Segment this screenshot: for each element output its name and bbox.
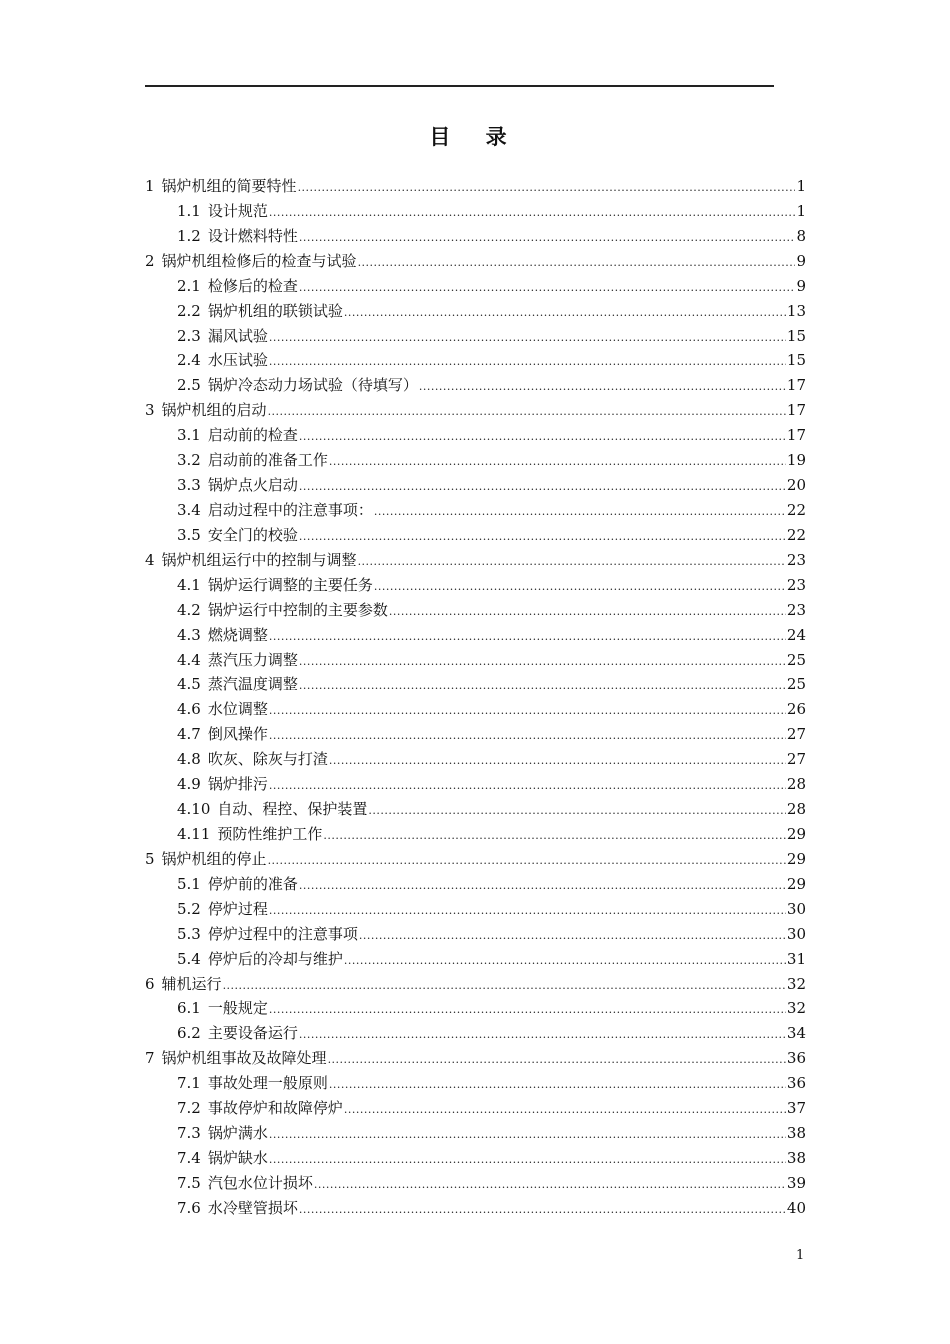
toc-entry-page: 25 xyxy=(786,650,806,669)
toc-entry-number: 6.2 xyxy=(177,1024,201,1043)
toc-entry[interactable] xyxy=(145,648,806,673)
toc-entry[interactable] xyxy=(145,348,806,373)
toc-dot-leader xyxy=(299,475,786,500)
toc-entry[interactable] xyxy=(145,722,806,747)
toc-entry-page: 8 xyxy=(796,226,806,245)
toc-entry-number: 5.3 xyxy=(177,924,201,943)
toc-entry-number: 3.4 xyxy=(177,500,201,519)
toc-entry-page: 15 xyxy=(786,351,806,370)
toc-entry-page: 37 xyxy=(786,1099,806,1118)
toc-entry-page: 17 xyxy=(786,401,806,420)
toc-entry-number: 6.1 xyxy=(177,999,201,1018)
toc-entry-title: 安全门的校验 xyxy=(207,525,298,544)
toc-entry-number: 7.4 xyxy=(177,1148,201,1167)
toc-entry-title: 一般规定 xyxy=(207,999,268,1018)
toc-entry-page: 9 xyxy=(796,276,806,295)
toc-entry-title: 锅炉冷态动力场试验（待填写） xyxy=(207,376,418,395)
toc-entry[interactable] xyxy=(145,249,806,274)
toc-entry[interactable] xyxy=(145,498,806,523)
toc-entry-number: 2.3 xyxy=(177,326,201,345)
toc-entry-page: 17 xyxy=(786,426,806,445)
toc-entry-page: 38 xyxy=(786,1124,806,1143)
toc-dot-leader xyxy=(269,326,786,351)
toc-entry-title: 水位调整 xyxy=(207,700,268,719)
toc-entry-page: 24 xyxy=(786,625,806,644)
toc-dot-leader xyxy=(344,1098,786,1123)
toc-dot-leader xyxy=(269,998,786,1023)
toc-entry-title: 主要设备运行 xyxy=(207,1024,298,1043)
toc-entry[interactable] xyxy=(145,473,806,498)
toc-entry-page: 27 xyxy=(786,725,806,744)
toc-entry[interactable] xyxy=(145,872,806,897)
toc-entry-number: 1.1 xyxy=(177,201,201,220)
toc-entry-page: 19 xyxy=(786,451,806,470)
toc-entry-title: 锅炉满水 xyxy=(207,1124,268,1143)
toc-entry[interactable] xyxy=(145,224,806,249)
toc-entry-title: 锅炉运行调整的主要任务 xyxy=(207,575,373,594)
toc-entry-title: 启动过程中的注意事项： xyxy=(207,500,373,519)
toc-entry-page: 15 xyxy=(786,326,806,345)
toc-entry[interactable] xyxy=(145,947,806,972)
toc-entry-page: 20 xyxy=(786,476,806,495)
toc-entry-number: 3.2 xyxy=(177,451,201,470)
toc-entry-page: 23 xyxy=(786,550,806,569)
toc-entry-page: 36 xyxy=(786,1049,806,1068)
toc-dot-leader xyxy=(344,301,786,326)
toc-dot-leader xyxy=(358,550,786,575)
toc-entry-number: 1.2 xyxy=(177,226,201,245)
toc-entry-page: 29 xyxy=(786,874,806,893)
toc-dot-leader xyxy=(359,924,786,949)
toc-dot-leader xyxy=(299,674,786,699)
toc-dot-leader xyxy=(269,1148,786,1173)
toc-entry-number: 3 xyxy=(145,401,155,420)
toc-entry-title: 停炉过程 xyxy=(207,899,268,918)
toc-entry-page: 26 xyxy=(786,700,806,719)
toc-entry[interactable] xyxy=(145,922,806,947)
toc-entry-title: 停炉前的准备 xyxy=(207,874,298,893)
toc-entry-page: 23 xyxy=(786,575,806,594)
toc-entry-number: 4.2 xyxy=(177,600,201,619)
toc-entry-title: 漏风试验 xyxy=(207,326,268,345)
toc-entry-page: 27 xyxy=(786,750,806,769)
toc-entry-number: 3.3 xyxy=(177,476,201,495)
toc-entry-title: 辅机运行 xyxy=(161,974,222,993)
toc-entry-title: 蒸汽温度调整 xyxy=(207,675,298,694)
toc-entry-page: 1 xyxy=(796,177,806,195)
toc-entry-title: 锅炉机组运行中的控制与调整 xyxy=(161,550,357,569)
toc-entry[interactable] xyxy=(145,822,806,847)
toc-entry-title: 锅炉缺水 xyxy=(207,1148,268,1167)
toc-entry-number: 3.5 xyxy=(177,525,201,544)
toc-entry[interactable] xyxy=(145,747,806,772)
toc-dot-leader xyxy=(269,201,796,226)
toc-dot-leader xyxy=(299,1198,786,1223)
toc-entry-title: 预防性维护工作 xyxy=(217,824,323,843)
toc-entry-number: 4.6 xyxy=(177,700,201,719)
toc-entry-number: 7.3 xyxy=(177,1124,201,1143)
toc-dot-leader xyxy=(299,650,786,675)
toc-entry-page: 38 xyxy=(786,1148,806,1167)
toc-entry-title: 燃烧调整 xyxy=(207,625,268,644)
toc-entry-page: 17 xyxy=(786,376,806,395)
toc-entry[interactable] xyxy=(145,972,806,997)
toc-entry-title: 锅炉排污 xyxy=(207,775,268,794)
toc-dot-leader xyxy=(269,699,786,724)
toc-entry-title: 设计燃料特性 xyxy=(207,226,298,245)
toc-entry-page: 32 xyxy=(786,999,806,1018)
toc-entry-page: 22 xyxy=(786,525,806,544)
toc-entry-number: 4.5 xyxy=(177,675,201,694)
toc-entry-title: 倒风操作 xyxy=(207,725,268,744)
toc-entry[interactable] xyxy=(145,1021,806,1046)
toc-entry-number: 5.1 xyxy=(177,874,201,893)
toc-entry[interactable] xyxy=(145,1096,806,1121)
toc-entry[interactable] xyxy=(145,423,806,448)
toc-entry[interactable] xyxy=(145,299,806,324)
toc-entry-page: 9 xyxy=(796,251,806,270)
toc-dot-leader xyxy=(358,251,796,276)
toc-entry[interactable] xyxy=(145,174,806,199)
toc-entry-page: 40 xyxy=(786,1198,806,1217)
toc-entry[interactable] xyxy=(145,373,806,398)
toc-entry[interactable] xyxy=(145,573,806,598)
toc-entry-number: 6 xyxy=(145,974,155,993)
toc-entry[interactable] xyxy=(145,324,806,349)
toc-entry-title: 蒸汽压力调整 xyxy=(207,650,298,669)
toc-entry-number: 4.7 xyxy=(177,725,201,744)
toc-entry-title: 锅炉机组事故及故障处理 xyxy=(161,1049,327,1068)
toc-entry[interactable] xyxy=(145,772,806,797)
toc-dot-leader xyxy=(299,1023,786,1048)
toc-dot-leader xyxy=(269,899,786,924)
toc-dot-leader xyxy=(269,724,786,749)
toc-entry[interactable] xyxy=(145,623,806,648)
toc-dot-leader xyxy=(269,625,786,650)
toc-entry-title: 事故停炉和故障停炉 xyxy=(207,1099,343,1118)
toc-entry-number: 4.9 xyxy=(177,775,201,794)
toc-entry-title: 启动前的检查 xyxy=(207,426,298,445)
toc-dot-leader xyxy=(368,799,785,824)
toc-entry-page: 13 xyxy=(786,301,806,320)
toc-entry-title: 检修后的检查 xyxy=(207,276,298,295)
toc-entry-page: 23 xyxy=(786,600,806,619)
toc-entry-page: 30 xyxy=(786,899,806,918)
toc-entry[interactable] xyxy=(145,1196,806,1221)
toc-entry-number: 1 xyxy=(145,177,155,195)
toc-entry-title: 锅炉机组的启动 xyxy=(161,401,267,420)
toc-entry-number: 2 xyxy=(145,251,155,270)
toc-entry-number: 4.10 xyxy=(177,800,211,819)
toc-entry-title: 停炉过程中的注意事项 xyxy=(207,924,358,943)
toc-entry[interactable] xyxy=(145,1171,806,1196)
toc-entry-title: 锅炉机组的停止 xyxy=(161,849,267,868)
toc-entry-title: 锅炉点火启动 xyxy=(207,476,298,495)
toc-entry-number: 3.1 xyxy=(177,426,201,445)
toc-entry[interactable] xyxy=(145,274,806,299)
toc-entry[interactable] xyxy=(145,1046,806,1071)
toc-entry-number: 4.11 xyxy=(177,824,211,843)
toc-entry-number: 2.4 xyxy=(177,351,201,370)
toc-entry[interactable] xyxy=(145,598,806,623)
page-number: 1 xyxy=(796,1248,805,1263)
toc-entry-page: 32 xyxy=(786,974,806,993)
toc-entry-title: 锅炉机组的联锁试验 xyxy=(207,301,343,320)
toc-entry[interactable] xyxy=(145,797,806,822)
toc-dot-leader xyxy=(329,450,786,475)
toc-entry-page: 28 xyxy=(786,775,806,794)
toc-entry-number: 4.4 xyxy=(177,650,201,669)
toc-entry-title: 吹灰、除灰与打渣 xyxy=(207,750,328,769)
toc-dot-leader xyxy=(299,425,786,450)
toc-entry[interactable] xyxy=(145,672,806,697)
toc-dot-leader xyxy=(419,375,786,400)
toc-entry-title: 自动、程控、保护装置 xyxy=(217,800,368,819)
toc-entry-page: 31 xyxy=(786,949,806,968)
page-title: 目 录 xyxy=(429,124,521,149)
toc-entry-number: 7.5 xyxy=(177,1173,201,1192)
toc-entry-title: 锅炉运行中控制的主要参数 xyxy=(207,600,388,619)
toc-entry-number: 4 xyxy=(145,550,155,569)
toc-entry-page: 28 xyxy=(786,800,806,819)
toc-dot-leader xyxy=(299,276,796,301)
toc-entry-number: 2.5 xyxy=(177,376,201,395)
toc-entry-page: 25 xyxy=(786,675,806,694)
toc-entry-number: 4.1 xyxy=(177,575,201,594)
toc-entry-number: 2.2 xyxy=(177,301,201,320)
toc-entry-title: 水冷壁管损坏 xyxy=(207,1198,298,1217)
toc-dot-leader xyxy=(314,1173,786,1198)
toc-entry-number: 5.4 xyxy=(177,949,201,968)
toc-entry-number: 7.1 xyxy=(177,1074,201,1093)
toc-dot-leader xyxy=(223,974,786,999)
toc-dot-leader xyxy=(299,874,786,899)
toc-entry-title: 停炉后的冷却与维护 xyxy=(207,949,343,968)
toc-entry-title: 水压试验 xyxy=(207,351,268,370)
toc-dot-leader xyxy=(329,749,786,774)
toc-entry-page: 29 xyxy=(786,849,806,868)
toc-dot-leader xyxy=(374,500,786,525)
header-rule xyxy=(145,85,774,87)
toc-entry[interactable] xyxy=(145,548,806,573)
toc-entry[interactable] xyxy=(145,448,806,473)
toc-entry[interactable] xyxy=(145,1071,806,1096)
toc-entry-title: 锅炉机组检修后的检查与试验 xyxy=(161,251,357,270)
toc-entry-title: 汽包水位计损坏 xyxy=(207,1173,313,1192)
table-of-contents xyxy=(145,174,806,1221)
toc-dot-leader xyxy=(299,525,786,550)
toc-dot-leader xyxy=(374,575,786,600)
toc-entry-page: 1 xyxy=(796,201,806,220)
toc-dot-leader xyxy=(268,849,786,874)
toc-entry[interactable] xyxy=(145,199,806,224)
toc-entry[interactable] xyxy=(145,523,806,548)
toc-dot-leader xyxy=(269,350,786,375)
toc-entry-title: 事故处理一般原则 xyxy=(207,1074,328,1093)
toc-entry-page: 29 xyxy=(786,824,806,843)
toc-entry[interactable] xyxy=(145,1146,806,1171)
toc-entry-number: 5 xyxy=(145,849,155,868)
toc-entry[interactable] xyxy=(145,897,806,922)
toc-entry-page: 39 xyxy=(786,1173,806,1192)
toc-entry-title: 设计规范 xyxy=(207,201,268,220)
toc-entry-number: 5.2 xyxy=(177,899,201,918)
toc-entry[interactable] xyxy=(145,847,806,872)
toc-dot-leader xyxy=(389,600,786,625)
toc-entry-page: 30 xyxy=(786,924,806,943)
toc-entry-number: 7.6 xyxy=(177,1198,201,1217)
toc-entry[interactable] xyxy=(145,1121,806,1146)
toc-dot-leader xyxy=(269,774,786,799)
toc-entry-number: 2.1 xyxy=(177,276,201,295)
toc-entry-page: 22 xyxy=(786,500,806,519)
toc-entry-number: 4.3 xyxy=(177,625,201,644)
toc-entry-page: 34 xyxy=(786,1024,806,1043)
toc-dot-leader xyxy=(269,1123,786,1148)
toc-entry-number: 7.2 xyxy=(177,1099,201,1118)
toc-entry-page: 36 xyxy=(786,1074,806,1093)
toc-dot-leader xyxy=(298,176,796,201)
toc-dot-leader xyxy=(329,1073,786,1098)
toc-dot-leader xyxy=(323,824,785,849)
toc-entry[interactable] xyxy=(145,398,806,423)
toc-dot-leader xyxy=(299,226,796,251)
toc-dot-leader xyxy=(344,949,786,974)
toc-dot-leader xyxy=(268,400,786,425)
toc-dot-leader xyxy=(328,1048,786,1073)
toc-entry-title: 启动前的准备工作 xyxy=(207,451,328,470)
toc-entry-number: 7 xyxy=(145,1049,155,1068)
toc-entry-title: 锅炉机组的简要特性 xyxy=(161,177,297,195)
toc-entry-number: 4.8 xyxy=(177,750,201,769)
toc-entry[interactable] xyxy=(145,996,806,1021)
toc-entry[interactable] xyxy=(145,697,806,722)
